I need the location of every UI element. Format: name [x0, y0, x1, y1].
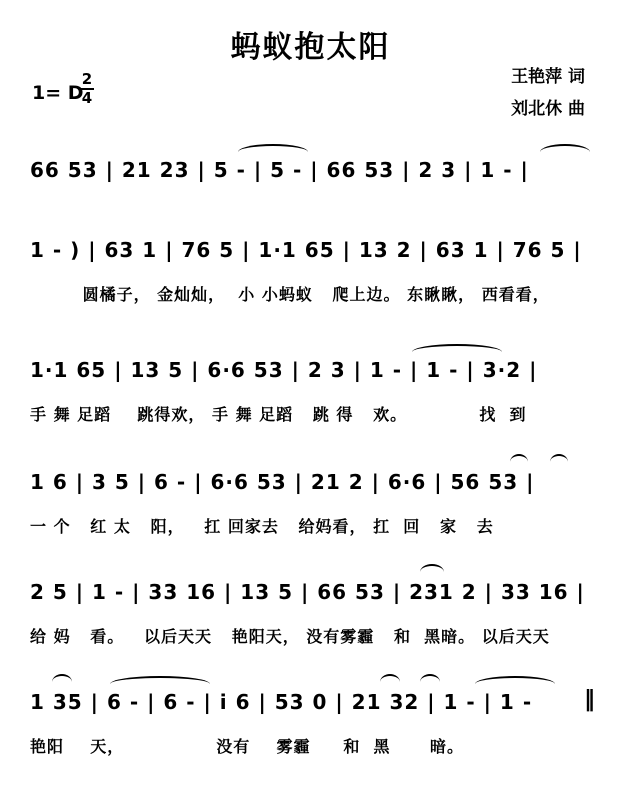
time-signature-bottom: 4 [81, 89, 93, 107]
notes: 1 - ) | 63 1 | 76 5 | 1·1 65 | 13 2 | 63 1 | 76 5 | [30, 238, 582, 262]
lyrics: 一 个 红 太 阳， 扛 回家去 给妈看， 扛 回 家 去 [30, 517, 494, 536]
composer-credit: 刘北休 曲 [511, 99, 585, 119]
lyrics: 给 妈 看。 以后天天 艳阳天， 没有雾霾 和 黑暗。 以后天天 [30, 627, 550, 646]
notes: 1 35 | 6 - | 6 - | i 6 | 53 0 | 21 32 | 1 - | 1 - [30, 690, 533, 714]
lyrics: 手 舞 足蹈 跳得欢， 手 舞 足蹈 跳 得 欢。 找 到 [30, 405, 527, 424]
final-barline: ‖ [584, 687, 595, 712]
notes: 2 5 | 1 - | 33 16 | 13 5 | 66 53 | 231 2 | 33 16 | [30, 580, 585, 604]
notes: 1·1 65 | 13 5 | 6·6 53 | 2 3 | 1 - | 1 - | 3·2 | [30, 358, 538, 382]
time-signature-top: 2 [81, 70, 93, 88]
lyrics: 艳阳 天， 没有 雾霾 和 黑 暗。 [30, 737, 464, 756]
notes: 66 53 | 21 23 | 5 - | 5 - | 66 53 | 2 3 | 1 - | [30, 158, 529, 182]
lyricist-credit: 王艳萍 词 [511, 67, 585, 87]
key-signature: 1= D [32, 82, 84, 104]
page-title: 蚂蚁抱太阳 [230, 30, 391, 65]
time-signature [80, 72, 94, 106]
notes: 1 6 | 3 5 | 6 - | 6·6 53 | 21 2 | 6·6 | 56 53 | [30, 470, 535, 494]
lyrics: 圆橘子， 金灿灿， 小 小蚂蚁 爬上边。 东瞅瞅， 西看看， [30, 285, 550, 304]
